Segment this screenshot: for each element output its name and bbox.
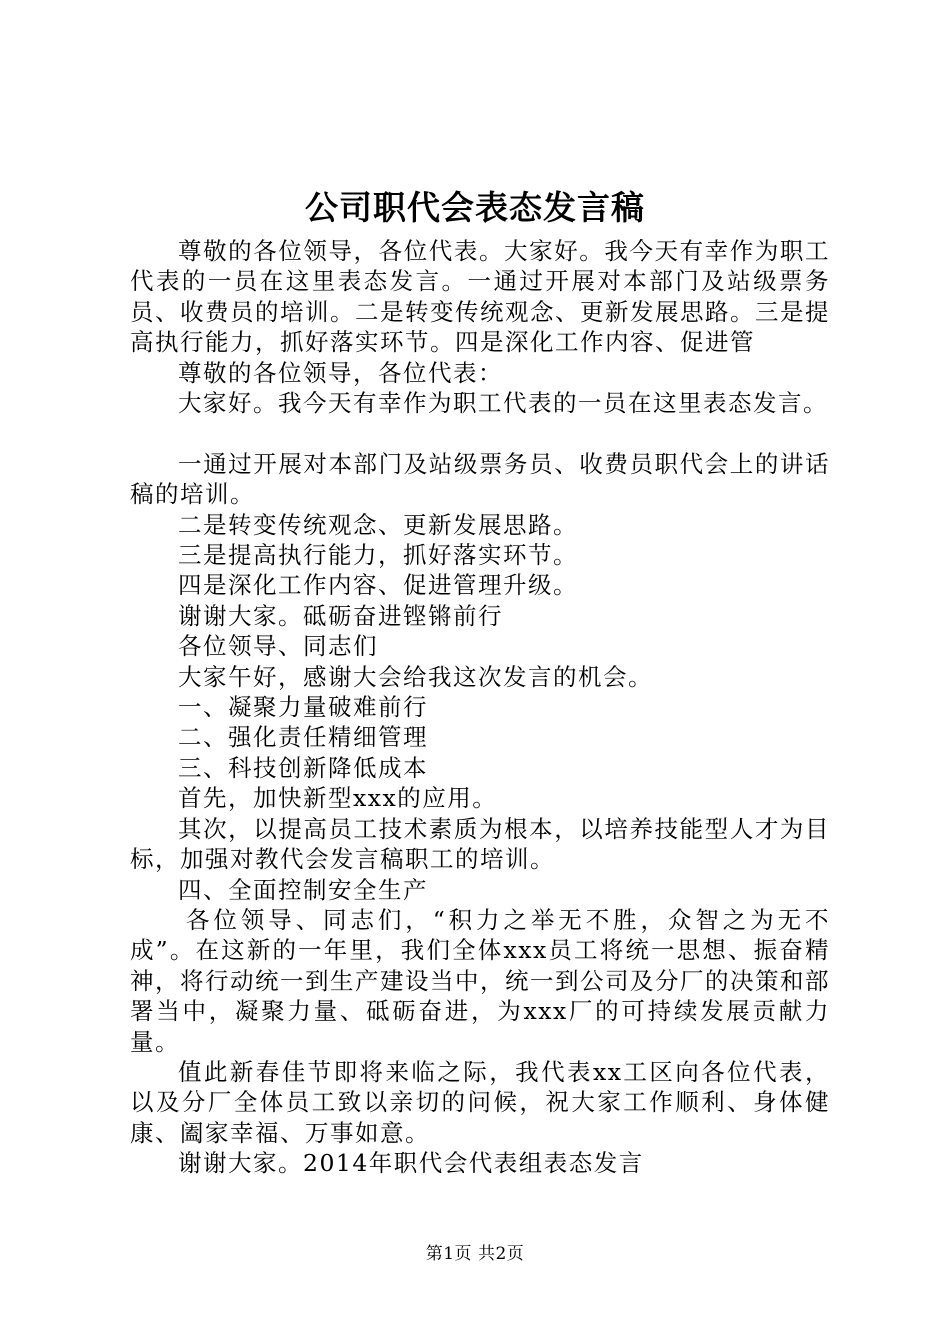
paragraph: 尊敬的各位领导，各位代表： (178, 358, 503, 387)
paragraph: 大家午好，感谢大会给我这次发言的机会。 (178, 662, 653, 691)
paragraph: 值此新春佳节即将来临之际，我代表xx工区向各位代表，以及分厂全体员工致以亲切的问候，祝大家工作顺利、身体健康、阖家幸福、万事如意。 (130, 1057, 830, 1147)
paragraph: 三是提高执行能力，抓好落实环节。 (178, 541, 578, 570)
paragraph: 其次，以提高员工技术素质为根本，以培养技能型人才为目标，加强对教代会发言稿职工的培训。 (130, 814, 830, 874)
page-number-footer: 第1页 共2页 (425, 1244, 525, 1264)
section-heading: 四、全面控制安全生产 (178, 875, 428, 904)
paragraph: 谢谢大家。砥砺奋进铿锵前行 (178, 601, 503, 630)
paragraph: 各位领导、同志们，“积力之举无不胜，众智之为无不成”。在这新的一年里，我们全体xxx员工将统一思想、振奋精神，将行动统一到生产建设当中，统一到公司及分厂的决策和部署当中，凝聚力量、砥砺奋进，为xxx厂的可持续发展贡献力量。 (130, 905, 830, 1056)
paragraph: 谢谢大家。2014年职代会代表组表态发言 (178, 1149, 644, 1178)
document-title: 公司职代会表态发言稿 (305, 188, 645, 227)
paragraph: 一通过开展对本部门及站级票务员、收费员职代会上的讲话稿的培训。 (130, 449, 830, 509)
paragraph: 各位领导、同志们 (178, 632, 378, 661)
paragraph-spacer (130, 418, 830, 448)
section-heading: 二、强化责任精细管理 (178, 723, 428, 752)
paragraph: 尊敬的各位领导，各位代表。大家好。我今天有幸作为职工代表的一员在这里表态发言。一通过开展对本部门及站级票务员、收费员的培训。二是转变传统观念、更新发展思路。三是提高执行能力，抓好落实环节。四是深化工作内容、促进管 (130, 237, 830, 357)
paragraph: 首先，加快新型xxx的应用。 (178, 784, 498, 813)
paragraph: 大家好。我今天有幸作为职工代表的一员在这里表态发言。 (178, 389, 828, 418)
paragraph: 四是深化工作内容、促进管理升级。 (178, 571, 578, 600)
paragraph: 二是转变传统观念、更新发展思路。 (178, 510, 578, 539)
section-heading: 三、科技创新降低成本 (178, 753, 428, 782)
document-body (130, 236, 830, 1179)
section-heading: 一、凝聚力量破难前行 (178, 693, 428, 722)
